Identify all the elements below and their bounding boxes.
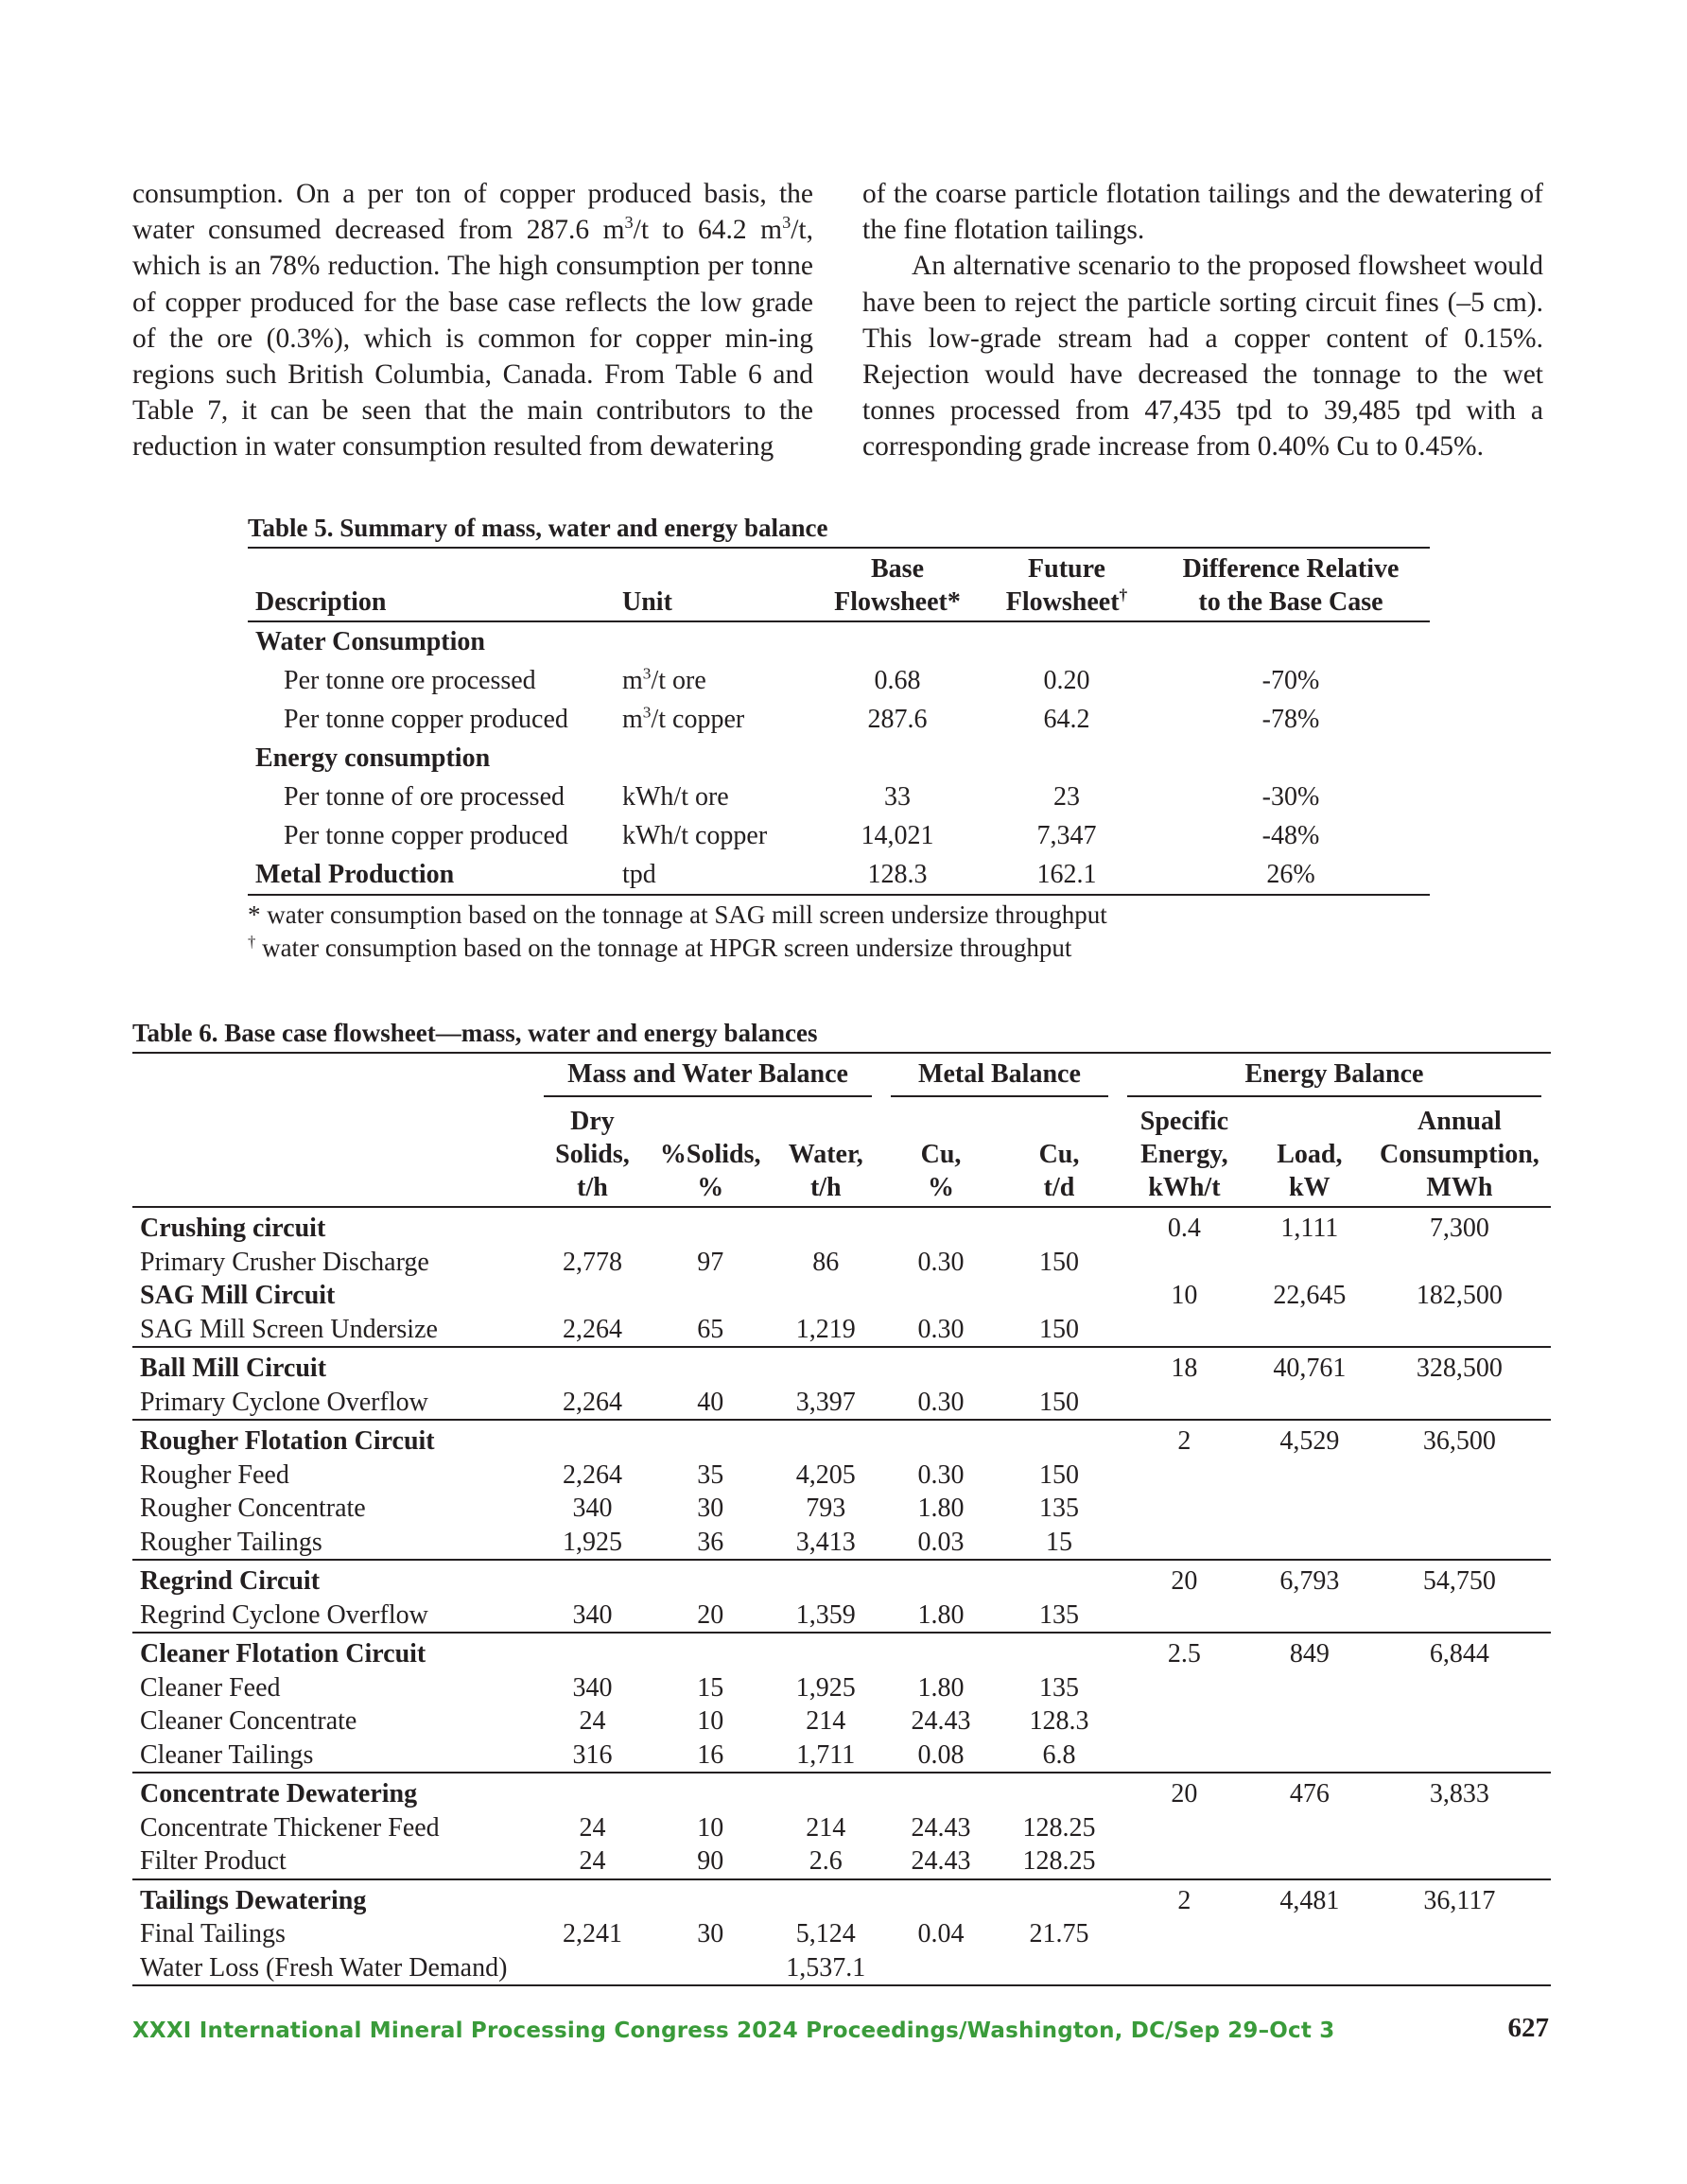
energy-value: 3,833: [1368, 1773, 1551, 1811]
future-value: 7,347: [1036, 821, 1097, 850]
energy-value: 0.4: [1167, 1214, 1201, 1243]
body-column-left: [132, 176, 813, 465]
row-unit: kWh/t ore: [622, 782, 729, 812]
table-group-row: [248, 621, 1430, 661]
energy-value: 10: [1171, 1281, 1198, 1310]
table-cell: [1000, 1951, 1118, 1986]
table-row: [248, 816, 1430, 855]
table-cell: 1,925: [562, 1527, 622, 1557]
difference-value: -48%: [1261, 821, 1320, 850]
table-cell: 24: [579, 1706, 606, 1736]
table-cell: 793: [806, 1494, 846, 1523]
section-name: Tailings Dewatering: [132, 1879, 534, 1918]
table-cell: 10: [697, 1706, 724, 1736]
group-header-mass-water: Mass and Water Balance: [534, 1053, 881, 1101]
table-cell: 135: [1038, 1494, 1079, 1523]
table-cell: 0.30: [917, 1314, 965, 1344]
table-cell: 2,241: [562, 1919, 622, 1948]
table-cell: 30: [697, 1919, 724, 1948]
stream-name: Cleaner Feed: [140, 1672, 281, 1703]
base-value: 128.3: [867, 860, 928, 889]
table-cell: 65: [697, 1314, 724, 1344]
table-5-grid: [248, 547, 1430, 896]
difference-value: -78%: [1261, 705, 1320, 734]
table-row: [132, 1313, 1551, 1348]
table-row: [132, 1386, 1551, 1421]
table-row: [132, 1738, 1551, 1773]
energy-value: 6,793: [1251, 1560, 1368, 1599]
section-name: Concentrate Dewatering: [132, 1773, 534, 1811]
energy-value: 18: [1118, 1347, 1251, 1386]
table-cell: 97: [697, 1247, 724, 1277]
page-number: 627: [1507, 2013, 1549, 2043]
table-6-grid: [132, 1052, 1551, 1986]
column-header: Base Flowsheet*: [834, 554, 961, 617]
section-name: Crushing circuit: [140, 1214, 326, 1243]
section-row: [132, 1560, 1551, 1599]
section-name: Cleaner Flotation Circuit: [132, 1633, 534, 1671]
table-row: [132, 1526, 1551, 1561]
table-row: [132, 1917, 1551, 1951]
energy-value: 476: [1251, 1773, 1368, 1811]
table-cell: 15: [1045, 1527, 1072, 1557]
table-cell: 2,778: [562, 1247, 622, 1277]
section-row: [132, 1633, 1551, 1671]
body-paragraph: of the coarse particle flotation tailings and the dewatering of the fine flotation tailings.: [862, 179, 1543, 246]
table-cell: 36: [697, 1527, 724, 1557]
row-unit: tpd: [622, 860, 656, 889]
table-row: [132, 1844, 1551, 1879]
table-cell: [651, 1951, 771, 1986]
table-cell: 214: [806, 1812, 846, 1843]
energy-value: 20: [1118, 1560, 1251, 1599]
section-row: [132, 1207, 1551, 1246]
table-cell: 135: [1038, 1599, 1079, 1630]
table-row: [132, 1459, 1551, 1493]
column-header: Dry Solids, t/h: [555, 1107, 630, 1202]
table-cell: 1,925: [795, 1672, 856, 1703]
table-cell: 2.6: [809, 1846, 843, 1876]
stream-name: Water Loss (Fresh Water Demand): [140, 1952, 508, 1983]
energy-value: 40,761: [1251, 1347, 1368, 1386]
table-cell: 24: [579, 1846, 606, 1876]
table-cell: 1,359: [795, 1599, 856, 1630]
table-cell: 1.80: [917, 1599, 965, 1630]
energy-value: 4,529: [1251, 1420, 1368, 1459]
table-5: [248, 511, 1430, 896]
group-header-energy: Energy Balance: [1118, 1053, 1551, 1101]
row-unit: $m^3/t$ copper: [622, 703, 745, 734]
table-cell: 150: [1038, 1314, 1079, 1344]
table-cell: 16: [697, 1739, 724, 1770]
table-cell: 0.30: [917, 1459, 965, 1490]
base-value: 0.68: [874, 666, 921, 695]
table-cell: 340: [572, 1672, 613, 1703]
section-row: [132, 1279, 1551, 1313]
future-value: 23: [1053, 782, 1080, 812]
table-row: [248, 700, 1430, 739]
column-header: Unit: [622, 587, 672, 617]
table-cell: 128.25: [1022, 1846, 1096, 1876]
stream-name: Primary Cyclone Overflow: [140, 1387, 428, 1417]
section-row: [132, 1773, 1551, 1811]
group-label: Energy consumption: [255, 743, 491, 773]
energy-value: 1,111: [1280, 1214, 1339, 1243]
table-cell: 128.3: [1029, 1706, 1089, 1736]
table-row: [132, 1492, 1551, 1526]
table-cell: 2,264: [562, 1314, 622, 1344]
energy-value: 20: [1118, 1773, 1251, 1811]
table-cell: 1,537.1: [786, 1952, 866, 1983]
future-value: 0.20: [1043, 666, 1090, 695]
row-unit: $m^3/t$ ore: [622, 664, 706, 695]
table-cell: 24.43: [911, 1812, 971, 1843]
table-cell: 128.25: [1022, 1812, 1096, 1843]
column-header: Cu, %: [920, 1140, 962, 1202]
table-6-caption: Table 6. Base case flowsheet—mass, water and energy balances: [132, 1019, 818, 1047]
energy-value: 36,117: [1368, 1879, 1551, 1918]
section-row: [132, 1420, 1551, 1459]
section-name: Rougher Flotation Circuit: [132, 1420, 534, 1459]
table-5-header-row: [248, 548, 1430, 621]
table-cell: 0.30: [917, 1387, 965, 1417]
row-description: Per tonne copper produced: [284, 705, 568, 734]
table-cell: 24.43: [911, 1846, 971, 1876]
stream-name: SAG Mill Screen Undersize: [140, 1314, 438, 1344]
section-name: Regrind Circuit: [132, 1560, 534, 1599]
table-group-row: [248, 739, 1430, 778]
table-cell: 3,397: [795, 1387, 856, 1417]
table-cell: 150: [1038, 1459, 1079, 1490]
row-description: Per tonne copper produced: [284, 821, 568, 850]
table-6-header-row: [132, 1101, 1551, 1207]
stream-name: Regrind Cyclone Overflow: [140, 1599, 428, 1630]
stream-name: Cleaner Concentrate: [140, 1706, 357, 1736]
energy-value: 22,645: [1273, 1281, 1347, 1310]
table-row: [248, 855, 1430, 895]
difference-value: -70%: [1261, 666, 1320, 695]
table-row: [132, 1951, 1551, 1986]
table-cell: 6.8: [1042, 1739, 1076, 1770]
table-cell: 2,264: [562, 1387, 622, 1417]
table-cell: 1.80: [917, 1494, 965, 1523]
difference-value: -30%: [1261, 782, 1320, 812]
table-row: [132, 1246, 1551, 1280]
table-cell: 30: [697, 1494, 724, 1523]
table-row: [132, 1599, 1551, 1634]
table-cell: 340: [572, 1494, 613, 1523]
table-cell: 150: [1038, 1387, 1079, 1417]
row-description: Per tonne of ore processed: [284, 782, 565, 812]
table-cell: 340: [572, 1599, 613, 1630]
table-cell: 24.43: [911, 1706, 971, 1736]
table-cell: 3,413: [795, 1527, 856, 1557]
table-cell: 35: [697, 1459, 724, 1490]
stream-name: Rougher Tailings: [140, 1527, 322, 1557]
column-header: Annual Consumption, MWh: [1379, 1107, 1539, 1202]
table-5-caption: Table 5. Summary of mass, water and energy balance: [248, 514, 828, 542]
stream-name: Rougher Feed: [140, 1459, 289, 1490]
table-6-group-row: [132, 1053, 1551, 1101]
table-6: [132, 1016, 1551, 1986]
body-column-right: [862, 176, 1543, 465]
energy-value: 849: [1251, 1633, 1368, 1671]
table-cell: 1,219: [795, 1314, 856, 1344]
energy-value: 328,500: [1368, 1347, 1551, 1386]
table-row: [132, 1704, 1551, 1738]
body-paragraph: An alternative scenario to the proposed flowsheet would have been to reject the particle sorting circuit fines (–5 cm). This low-grade stream had a copper content of 0.15%. Rejection would have decreased the tonnage to the wet tonnes processed from 47,435 tpd to 39,485 tpd with a corresponding grade increase from 0.40% Cu to 0.45%.: [862, 251, 1543, 463]
difference-value: 26%: [1266, 860, 1315, 889]
table-cell: 1,711: [796, 1739, 856, 1770]
column-header: Load, kW: [1277, 1140, 1343, 1202]
stream-name: Rougher Concentrate: [140, 1494, 366, 1523]
table-cell: 90: [697, 1846, 724, 1876]
table-cell: [534, 1951, 651, 1986]
table-cell: 135: [1038, 1672, 1079, 1703]
section-name: Ball Mill Circuit: [132, 1347, 534, 1386]
base-value: 287.6: [867, 705, 928, 734]
table-cell: 0.30: [917, 1247, 965, 1277]
table-cell: 0.03: [917, 1527, 965, 1557]
column-header: Description: [255, 587, 387, 617]
stream-name: Final Tailings: [140, 1919, 286, 1948]
section-row: [132, 1347, 1551, 1386]
table-cell: 316: [572, 1739, 613, 1770]
table-row: [132, 1811, 1551, 1845]
table-cell: 1.80: [917, 1672, 965, 1703]
energy-value: 2.5: [1118, 1633, 1251, 1671]
column-header: Difference Relative to the Base Case: [1182, 554, 1400, 617]
energy-value: 182,500: [1416, 1281, 1503, 1310]
base-value: 33: [884, 782, 911, 812]
table-cell: 5,124: [795, 1919, 856, 1948]
table-row: [248, 661, 1430, 700]
stream-name: Concentrate Thickener Feed: [140, 1812, 440, 1843]
table-cell: 2,264: [562, 1459, 622, 1490]
table-cell: 24: [579, 1812, 606, 1843]
column-header: Specific Energy, kWh/t: [1139, 1107, 1229, 1202]
section-row: [132, 1879, 1551, 1918]
base-value: 14,021: [861, 821, 934, 850]
table-row: [248, 778, 1430, 816]
table-row: [132, 1671, 1551, 1705]
table-note: * water consumption based on the tonnage at SAG mill screen undersize throughput: [248, 900, 1107, 929]
table-cell: 86: [812, 1247, 840, 1277]
proceedings-title: XXXI International Mineral Processing Congress 2024 Proceedings/Washington, DC/Sep 29–Oct 3: [132, 2018, 1335, 2043]
row-description: Per tonne ore processed: [284, 666, 536, 695]
table-cell: 21.75: [1029, 1919, 1089, 1948]
table-cell: 40: [697, 1387, 724, 1417]
table-cell: 20: [697, 1599, 724, 1630]
group-label: Water Consumption: [255, 627, 485, 656]
energy-value: 6,844: [1368, 1633, 1551, 1671]
column-header: Future Flowsheet†: [1005, 554, 1128, 617]
stream-name: Cleaner Tailings: [140, 1739, 314, 1770]
energy-value: 36,500: [1368, 1420, 1551, 1459]
table-cell: 15: [697, 1672, 724, 1703]
column-header: Cu, t/d: [1038, 1140, 1080, 1202]
table-cell: [881, 1951, 1000, 1986]
column-header: Water, t/h: [788, 1140, 863, 1202]
stream-name: Filter Product: [140, 1846, 287, 1876]
column-header: %Solids, %: [659, 1140, 761, 1202]
table-cell: 10: [697, 1812, 724, 1843]
energy-value: 7,300: [1429, 1214, 1489, 1243]
table-cell: 4,205: [795, 1459, 856, 1490]
energy-value: 2: [1118, 1879, 1251, 1918]
table-cell: 0.08: [917, 1739, 965, 1770]
table-cell: 0.04: [917, 1919, 965, 1948]
energy-value: 4,481: [1251, 1879, 1368, 1918]
energy-value: 54,750: [1368, 1560, 1551, 1599]
group-header-metal: Metal Balance: [881, 1053, 1118, 1101]
future-value: 64.2: [1043, 705, 1090, 734]
row-unit: kWh/t copper: [622, 821, 768, 850]
table-cell: 150: [1038, 1247, 1079, 1277]
table-note: † water consumption based on the tonnage at HPGR screen undersize throughput: [248, 932, 1072, 962]
stream-name: Primary Crusher Discharge: [140, 1247, 429, 1277]
row-description: Metal Production: [255, 860, 455, 889]
table-5-notes: [248, 899, 1107, 965]
body-paragraph: consumption. On a per ton of copper produced basis, the water consumed decreased from 287.6 $m^3/t$ to 64.2 $m^3/t$, which is an 78% reduction. The high consumption per tonne of copper produced for the base case reflects the low grade of the ore (0.3%), which is common for copper min-ing regions such British Columbia, Canada. From Table 6 and Table 7, it can be seen that the main contributors to the reduction in water consumption resulted from dewatering: [132, 179, 813, 463]
section-name: SAG Mill Circuit: [140, 1281, 336, 1310]
table-cell: 214: [806, 1706, 846, 1736]
energy-value: 2: [1118, 1420, 1251, 1459]
future-value: 162.1: [1036, 860, 1097, 889]
